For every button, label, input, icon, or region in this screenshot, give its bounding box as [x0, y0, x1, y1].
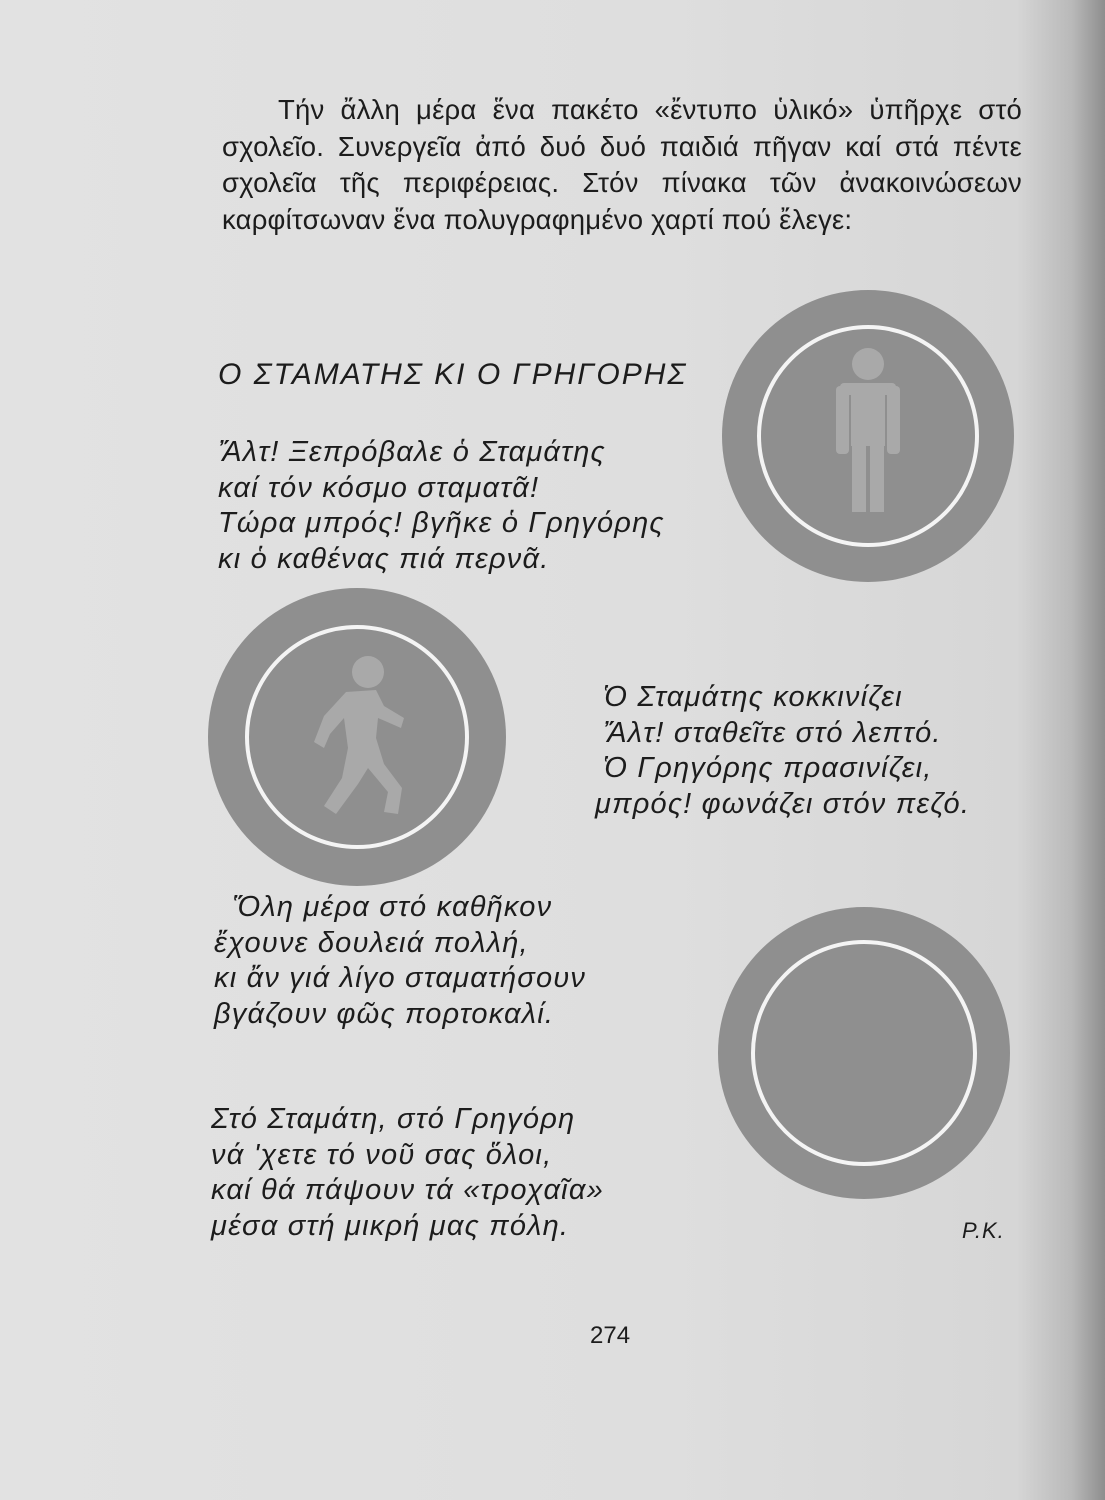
amber-signal — [718, 907, 1010, 1199]
stanza-line: Ἄλτ! σταθεῖτε στό λεπτό. — [603, 716, 942, 749]
stanza-2 — [595, 680, 970, 822]
standing-pedestrian-signal — [722, 290, 1014, 582]
stanza-line: ἔχουνε δουλειά πολλή, — [214, 926, 529, 959]
author-initials: Ρ.Κ. — [962, 1218, 1005, 1243]
stanza-1 — [218, 435, 665, 577]
stanza-line: Ὅλη μέρα στό καθῆκον — [232, 891, 553, 923]
stanza-line: μέσα στή μικρή μας πόλη. — [211, 1209, 570, 1242]
stanza-line: Ἄλτ! Ξεπρόβαλε ὁ Σταμάτης — [218, 436, 606, 468]
stanza-line: κι ὁ καθένας πιά περνᾶ. — [218, 542, 550, 575]
intro-paragraph — [222, 92, 1022, 238]
stanza-line: νά 'χετε τό νοῦ σας ὅλοι, — [211, 1138, 553, 1171]
stanza-line: Ὁ Σταμάτης κοκκινίζει — [603, 681, 903, 713]
stanza-line: καί τόν κόσμο σταματᾶ! — [218, 471, 540, 504]
stanza-line: καί θά πάψουν τά «τροχαῖα» — [211, 1174, 604, 1206]
stanza-line: Τώρα μπρός! βγῆκε ὁ Γρηγόρης — [218, 507, 665, 539]
stanza-4 — [211, 1102, 604, 1244]
stanza-3 — [214, 890, 586, 1032]
stanza-line: βγάζουν φῶς πορτοκαλί. — [214, 997, 555, 1030]
stanza-line: κι ἄν γιά λίγο σταματήσουν — [214, 962, 587, 994]
walking-pedestrian-icon — [208, 588, 506, 886]
standing-pedestrian-icon — [722, 290, 1014, 582]
stanza-line: Ὁ Γρηγόρης πρασινίζει, — [603, 752, 933, 784]
walking-pedestrian-signal — [208, 588, 506, 886]
page-number: 274 — [590, 1322, 631, 1349]
stanza-line: Στό Σταμάτη, στό Γρηγόρη — [211, 1103, 576, 1135]
intro-text: Τήν ἄλλη μέρα ἕνα πακέτο «ἔντυπο ὑλικό» ὑπῆρχε στό σχολεῖο. Συνεργεῖα ἀπό δυό δυό παιδιά πῆγαν καί στά πέντε σχολεῖα τῆς περιφέρειας. Στόν πίνακα τῶν ἀνακοινώσεων καρφίτσωναν ἕνα πολυγραφημένο χαρτί πού ἔλεγε: — [222, 94, 1022, 235]
stanza-line: μπρός! φωνάζει στόν πεζό. — [595, 787, 971, 820]
poem-title: Ο ΣΤΑΜΑΤΗΣ ΚΙ Ο ΓΡΗΓΟΡΗΣ — [218, 358, 688, 391]
empty-signal-icon — [718, 907, 1010, 1199]
